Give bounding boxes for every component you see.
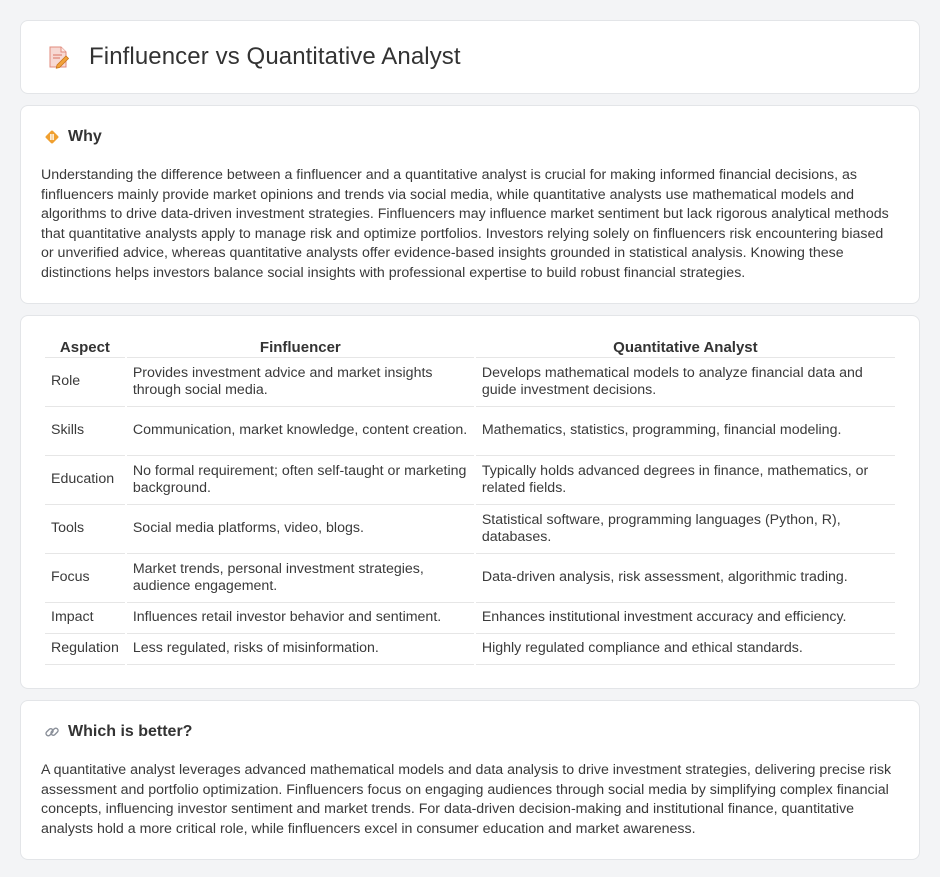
link-icon [44,724,60,740]
page-header [20,20,920,94]
quant-cell: Develops mathematical models to analyze financial data and guide investment decisions. [476,358,895,407]
column-header-aspect: Aspect [45,336,125,358]
table-row [45,554,895,603]
aspect-cell: Regulation [45,634,125,665]
finfluencer-cell: Communication, market knowledge, content creation. [127,407,474,456]
better-heading-row [44,723,899,741]
finfluencer-cell: No formal requirement; often self-taught or marketing background. [127,456,474,505]
quant-cell: Data-driven analysis, risk assessment, algorithmic trading. [476,554,895,603]
quant-cell: Statistical software, programming languages (Python, R), databases. [476,505,895,554]
aspect-cell: Impact [45,603,125,634]
comparison-table [43,336,897,665]
aspect-cell: Education [45,456,125,505]
table-row [45,407,895,456]
table-header-row [45,336,895,358]
diamond-sign-icon [44,129,60,145]
finfluencer-cell: Provides investment advice and market insights through social media. [127,358,474,407]
why-heading-row [44,128,899,146]
why-heading: Why [68,128,102,145]
finfluencer-cell: Social media platforms, video, blogs. [127,505,474,554]
quant-cell: Highly regulated compliance and ethical standards. [476,634,895,665]
page-title: Finfluencer vs Quantitative Analyst [89,43,461,70]
table-row [45,358,895,407]
aspect-cell: Skills [45,407,125,456]
which-is-better-section [20,700,920,860]
better-heading: Which is better? [68,723,193,740]
table-row [45,456,895,505]
column-header-finfluencer: Finfluencer [127,336,474,358]
aspect-cell: Role [45,358,125,407]
aspect-cell: Focus [45,554,125,603]
finfluencer-cell: Less regulated, risks of misinformation. [127,634,474,665]
document-pencil-icon [45,44,71,70]
why-paragraph: Understanding the difference between a finfluencer and a quantitative analyst is crucial for making informed financial decisions, as finfluencers mainly provide market opinions and trends via social media, while quantitative analysts use mathematical models and algorithms to drive data-driven investment strategies. Finfluencers may influence market sentiment but lack rigorous analytical methods that quantitative analysts apply to manage risk and optimize portfolios. Investors relying solely on finfluencers risk encountering biased or unverified advice, whereas quantitative analysts offer evidence-based insights grounded in statistical analysis. Knowing these distinctions helps investors balance social insights with professional expertise to build robust financial strategies. [41,167,889,281]
aspect-cell: Tools [45,505,125,554]
table-row [45,634,895,665]
comparison-section [20,315,920,689]
column-header-quant: Quantitative Analyst [476,336,895,358]
quant-cell: Mathematics, statistics, programming, financial modeling. [476,407,895,456]
finfluencer-cell: Influences retail investor behavior and sentiment. [127,603,474,634]
quant-cell: Typically holds advanced degrees in finance, mathematics, or related fields. [476,456,895,505]
why-section [20,105,920,304]
better-paragraph: A quantitative analyst leverages advanced mathematical models and data analysis to drive investment strategies, delivering precise risk assessment and portfolio optimization. Finfluencers focus on engaging audiences through social media by simplifying complex financial concepts, influencing investor sentiment and market trends. For data-driven decision-making and institutional finance, quantitative analysts hold a more critical role, while finfluencers excel in consumer education and market awareness. [41,762,892,837]
finfluencer-cell: Market trends, personal investment strategies, audience engagement. [127,554,474,603]
quant-cell: Enhances institutional investment accuracy and efficiency. [476,603,895,634]
table-row [45,603,895,634]
table-row [45,505,895,554]
